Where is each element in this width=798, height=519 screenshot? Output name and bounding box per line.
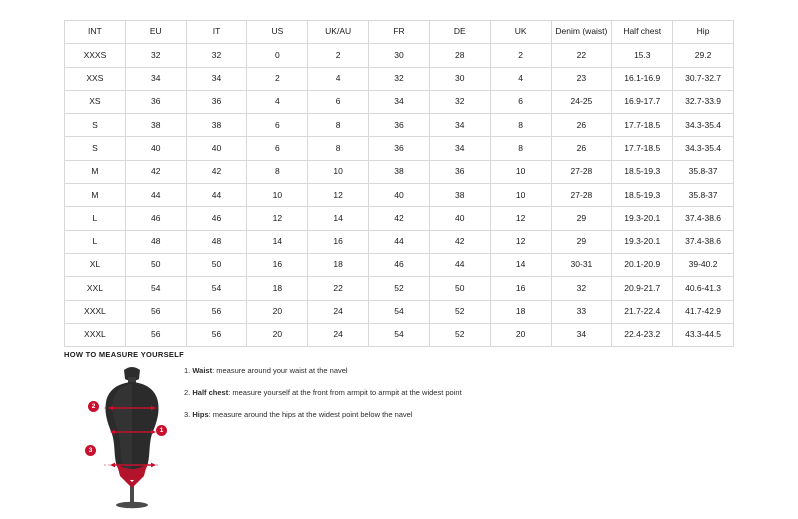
table-cell: 40 [369, 184, 430, 207]
table-cell: 36 [429, 160, 490, 183]
table-cell: 40 [125, 137, 186, 160]
table-cell: 27-28 [551, 184, 612, 207]
table-cell: 8 [490, 114, 551, 137]
table-cell: 20 [247, 323, 308, 346]
table-cell: 34 [186, 67, 247, 90]
table-cell: 21.7-22.4 [612, 300, 673, 323]
measure-instructions-list [184, 366, 604, 432]
table-cell: 52 [369, 277, 430, 300]
table-cell: 17.7-18.5 [612, 137, 673, 160]
table-cell: 8 [490, 137, 551, 160]
table-cell: 6 [247, 137, 308, 160]
table-cell: 48 [125, 230, 186, 253]
table-cell: 15.3 [612, 44, 673, 67]
table-row [65, 67, 734, 90]
table-cell: 36 [369, 137, 430, 160]
table-cell: 23 [551, 67, 612, 90]
table-column-header: FR [369, 21, 430, 44]
table-cell: 17.7-18.5 [612, 114, 673, 137]
table-cell: 37.4-38.6 [673, 207, 734, 230]
table-header [65, 21, 734, 44]
table-cell: 26 [551, 137, 612, 160]
table-row [65, 44, 734, 67]
table-cell: 19.3-20.1 [612, 207, 673, 230]
measure-step-number: 1. [184, 366, 191, 375]
table-cell: 30-31 [551, 253, 612, 276]
table-cell: 29 [551, 207, 612, 230]
table-cell: 6 [308, 90, 369, 113]
table-cell: 46 [186, 207, 247, 230]
table-cell: 52 [429, 300, 490, 323]
table-cell: 44 [369, 230, 430, 253]
table-cell: 20.9-21.7 [612, 277, 673, 300]
table-cell: 6 [247, 114, 308, 137]
table-cell: 54 [186, 277, 247, 300]
table-cell: 18 [247, 277, 308, 300]
table-cell: 27-28 [551, 160, 612, 183]
table-cell: 0 [247, 44, 308, 67]
table-row [65, 137, 734, 160]
table-cell: 32.7-33.9 [673, 90, 734, 113]
table-cell: S [65, 114, 126, 137]
table-cell: 41.7-42.9 [673, 300, 734, 323]
table-cell: 30 [369, 44, 430, 67]
table-column-header: Denim (waist) [551, 21, 612, 44]
table-cell: 10 [247, 184, 308, 207]
table-cell: 28 [429, 44, 490, 67]
measure-step [184, 388, 604, 397]
table-cell: 54 [369, 300, 430, 323]
table-cell: 34 [429, 137, 490, 160]
table-cell: L [65, 207, 126, 230]
table-cell: 39-40.2 [673, 253, 734, 276]
measure-step-term: Waist [192, 366, 213, 375]
table-cell: 50 [125, 253, 186, 276]
table-column-header: INT [65, 21, 126, 44]
table-cell: 22.4-23.2 [612, 323, 673, 346]
table-row [65, 90, 734, 113]
table-cell: 56 [186, 300, 247, 323]
table-cell: 2 [247, 67, 308, 90]
table-column-header: EU [125, 21, 186, 44]
table-cell: XL [65, 253, 126, 276]
table-row [65, 184, 734, 207]
measure-step-number: 2. [184, 388, 191, 397]
table-cell: 38 [429, 184, 490, 207]
table-cell: XS [65, 90, 126, 113]
table-row [65, 253, 734, 276]
measure-step-text: : measure yourself at the front from armpit to armpit at the widest point [228, 388, 462, 397]
table-cell: 54 [369, 323, 430, 346]
table-cell: 34 [429, 114, 490, 137]
table-cell: 40.6-41.3 [673, 277, 734, 300]
table-cell: 18 [490, 300, 551, 323]
table-cell: 16 [308, 230, 369, 253]
measure-step [184, 366, 604, 375]
table-cell: 4 [490, 67, 551, 90]
table-cell: 6 [490, 90, 551, 113]
table-cell: 35.8-37 [673, 184, 734, 207]
how-to-measure-title: HOW TO MEASURE YOURSELF [64, 350, 184, 359]
table-cell: 34.3-35.4 [673, 137, 734, 160]
table-cell: S [65, 137, 126, 160]
table-cell: 12 [247, 207, 308, 230]
table-cell: 34 [125, 67, 186, 90]
table-cell: 12 [490, 207, 551, 230]
table-cell: 46 [125, 207, 186, 230]
table-cell: 52 [429, 323, 490, 346]
table-cell: 42 [429, 230, 490, 253]
table-cell: 40 [186, 137, 247, 160]
table-row [65, 277, 734, 300]
table-cell: 22 [308, 277, 369, 300]
table-cell: 16.1-16.9 [612, 67, 673, 90]
table-cell: XXL [65, 277, 126, 300]
table-row [65, 230, 734, 253]
table-cell: 14 [490, 253, 551, 276]
table-cell: XXXL [65, 323, 126, 346]
table-cell: 14 [247, 230, 308, 253]
table-cell: 4 [247, 90, 308, 113]
table-cell: XXXL [65, 300, 126, 323]
table-cell: 40 [429, 207, 490, 230]
table-cell: 12 [490, 230, 551, 253]
table-cell: 12 [308, 184, 369, 207]
table-cell: 32 [551, 277, 612, 300]
table-cell: 32 [186, 44, 247, 67]
table-cell: 33 [551, 300, 612, 323]
table-header-row [65, 21, 734, 44]
measure-step [184, 410, 604, 419]
measure-step-text: : measure around your waist at the navel [212, 366, 348, 375]
table-cell: 36 [369, 114, 430, 137]
table-column-header: DE [429, 21, 490, 44]
table-column-header: UK/AU [308, 21, 369, 44]
table-cell: 8 [308, 137, 369, 160]
measure-badge-3: 3 [85, 445, 96, 456]
table-cell: 43.3-44.5 [673, 323, 734, 346]
table-cell: M [65, 184, 126, 207]
table-cell: 2 [490, 44, 551, 67]
measure-badge-2: 2 [88, 401, 99, 412]
table-cell: 34.3-35.4 [673, 114, 734, 137]
table-cell: 34 [551, 323, 612, 346]
table-cell: XXXS [65, 44, 126, 67]
table-cell: 10 [490, 184, 551, 207]
measure-badge-1: 1 [156, 425, 167, 436]
table-cell: 30 [429, 67, 490, 90]
table-cell: 35.8-37 [673, 160, 734, 183]
table-cell: 26 [551, 114, 612, 137]
table-cell: 42 [369, 207, 430, 230]
measure-step-term: Hips [192, 410, 209, 419]
table-cell: 30.7-32.7 [673, 67, 734, 90]
table-cell: 56 [125, 323, 186, 346]
table-cell: 29 [551, 230, 612, 253]
mannequin-svg [82, 364, 182, 509]
table-cell: 32 [369, 67, 430, 90]
table-cell: 46 [369, 253, 430, 276]
table-cell: XXS [65, 67, 126, 90]
table-row [65, 114, 734, 137]
table-cell: 19.3-20.1 [612, 230, 673, 253]
table-cell: 44 [429, 253, 490, 276]
size-conversion-table [64, 20, 734, 347]
table-cell: 18.5-19.3 [612, 160, 673, 183]
measure-step-text: : measure around the hips at the widest point below the navel [208, 410, 413, 419]
table-cell: 24 [308, 300, 369, 323]
table-cell: 10 [490, 160, 551, 183]
table-cell: 38 [125, 114, 186, 137]
mannequin-illustration [82, 364, 182, 509]
table-cell: L [65, 230, 126, 253]
table-cell: 20.1-20.9 [612, 253, 673, 276]
table-cell: 16 [247, 253, 308, 276]
table-row [65, 300, 734, 323]
table-cell: 38 [186, 114, 247, 137]
table-cell: 14 [308, 207, 369, 230]
table-cell: 20 [490, 323, 551, 346]
table-cell: 54 [125, 277, 186, 300]
table-row [65, 323, 734, 346]
table-cell: 24-25 [551, 90, 612, 113]
table-cell: 56 [186, 323, 247, 346]
table-cell: 44 [125, 184, 186, 207]
table-row [65, 160, 734, 183]
table-cell: 42 [186, 160, 247, 183]
table-cell: 2 [308, 44, 369, 67]
table-cell: 48 [186, 230, 247, 253]
table-column-header: UK [490, 21, 551, 44]
table-cell: 42 [125, 160, 186, 183]
table-cell: 36 [125, 90, 186, 113]
table-cell: 50 [186, 253, 247, 276]
table-cell: 37.4-38.6 [673, 230, 734, 253]
table-column-header: Half chest [612, 21, 673, 44]
size-table-container [64, 20, 734, 347]
table-cell: 24 [308, 323, 369, 346]
table-cell: 56 [125, 300, 186, 323]
table-column-header: IT [186, 21, 247, 44]
measure-step-term: Half chest [192, 388, 229, 397]
table-cell: 32 [125, 44, 186, 67]
table-cell: M [65, 160, 126, 183]
table-body [65, 44, 734, 347]
table-cell: 29.2 [673, 44, 734, 67]
table-cell: 44 [186, 184, 247, 207]
table-cell: 20 [247, 300, 308, 323]
table-cell: 16 [490, 277, 551, 300]
table-cell: 4 [308, 67, 369, 90]
table-row [65, 207, 734, 230]
table-cell: 18 [308, 253, 369, 276]
table-column-header: US [247, 21, 308, 44]
measure-step-number: 3. [184, 410, 191, 419]
table-cell: 22 [551, 44, 612, 67]
table-cell: 38 [369, 160, 430, 183]
table-cell: 18.5-19.3 [612, 184, 673, 207]
table-cell: 16.9-17.7 [612, 90, 673, 113]
table-cell: 34 [369, 90, 430, 113]
table-cell: 10 [308, 160, 369, 183]
table-cell: 50 [429, 277, 490, 300]
table-cell: 36 [186, 90, 247, 113]
table-cell: 8 [247, 160, 308, 183]
table-column-header: Hip [673, 21, 734, 44]
table-cell: 8 [308, 114, 369, 137]
table-cell: 32 [429, 90, 490, 113]
